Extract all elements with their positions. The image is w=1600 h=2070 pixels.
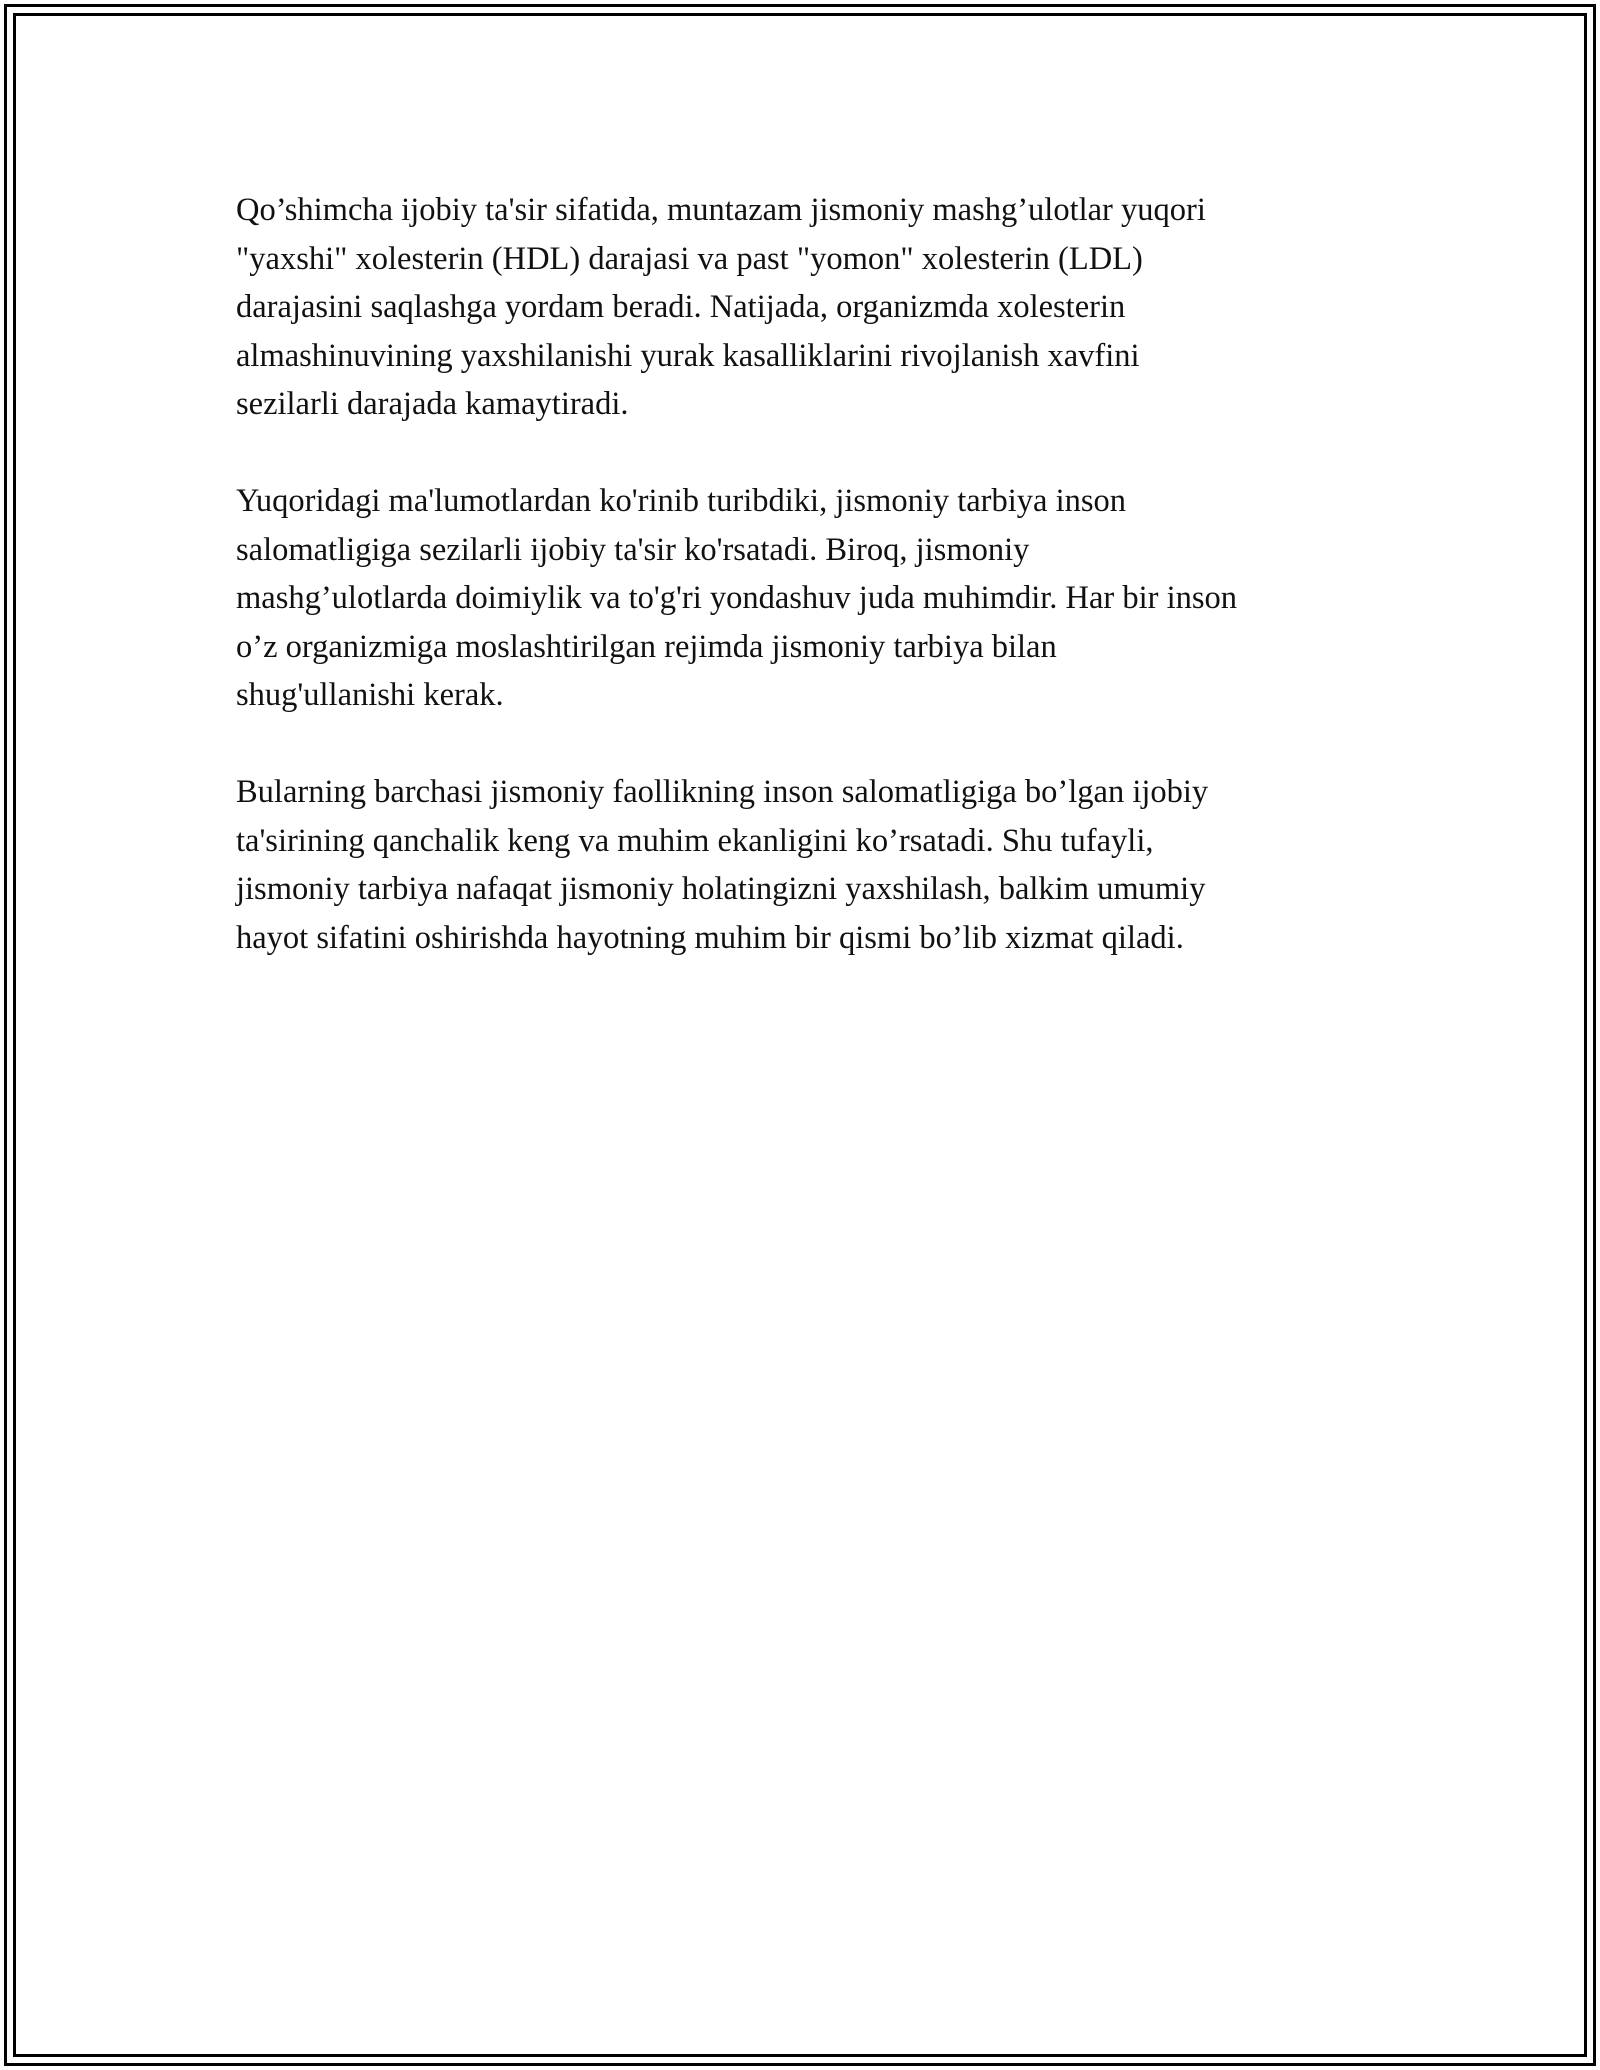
paragraph-line: o’z organizmiga moslashtirilgan rejimda jismoniy tarbiya bilan	[236, 628, 1057, 665]
paragraph-line: hayot sifatini oshirishda hayotning muhim bir qismi bo’lib xizmat qiladi.	[236, 919, 1184, 956]
paragraph-line: ta'sirining qanchalik keng va muhim ekanligini ko’rsatadi. Shu tufayli,	[236, 822, 1154, 859]
paragraph-line: sezilarli darajada kamaytiradi.	[236, 386, 629, 422]
paragraph-line: mashg’ulotlarda doimiylik va to'g'ri yondashuv juda muhimdir. Har bir inson	[236, 580, 1238, 616]
paragraph-line: Bularning barchasi jismoniy faollikning inson salomatligiga bo’lgan ijobiy	[236, 774, 1209, 810]
paragraph-line: darajasini saqlashga yordam beradi. Natijada, organizmda xolesterin	[236, 289, 1126, 325]
paragraph-line: Qo’shimcha ijobiy ta'sir sifatida, muntazam jismoniy mashg’ulotlar yuqori	[236, 192, 1206, 228]
paragraph-line: salomatligiga sezilarli ijobiy ta'sir ko'rsatadi. Biroq, jismoniy	[236, 531, 1030, 568]
document-body	[236, 186, 1386, 1011]
paragraph-2	[236, 477, 1386, 720]
paragraph-3	[236, 768, 1386, 962]
paragraph-line: almashinuvining yaxshilanishi yurak kasalliklarini rivojlanish xavfini	[236, 337, 1140, 374]
paragraph-line: Yuqoridagi ma'lumotlardan ko'rinib turibdiki, jismoniy tarbiya inson	[236, 483, 1127, 519]
paragraph-line: jismoniy tarbiya nafaqat jismoniy holatingizni yaxshilash, balkim umumiy	[236, 871, 1206, 907]
paragraph-line: "yaxshi" xolesterin (HDL) darajasi va past "yomon" xolesterin (LDL)	[236, 240, 1143, 277]
paragraph-1	[236, 186, 1386, 429]
paragraph-line: shug'ullanishi kerak.	[236, 677, 504, 713]
